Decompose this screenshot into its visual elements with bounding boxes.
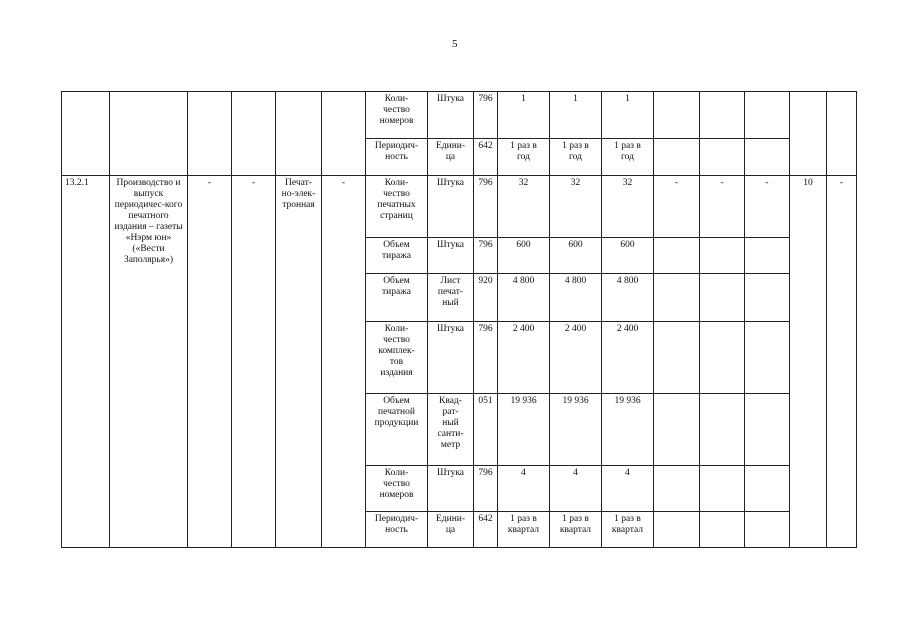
- empty-cell: [700, 238, 745, 274]
- value-year-1: 1 раз в год: [498, 139, 550, 176]
- value-year-2: 19 936: [550, 394, 602, 466]
- empty-cell: [745, 512, 790, 548]
- indicator-name: Объем печатной продукции: [366, 394, 428, 466]
- empty-cell: [654, 274, 700, 322]
- empty-cell: [700, 512, 745, 548]
- okei-code: 051: [474, 394, 498, 466]
- empty-cell: [654, 92, 700, 139]
- empty-cell: [276, 92, 322, 176]
- empty-cell: [700, 92, 745, 139]
- entry-dash: -: [654, 176, 700, 238]
- value-year-1: 32: [498, 176, 550, 238]
- entry-form: Печат- но-элек- тронная: [276, 176, 322, 548]
- indicator-name: Объем тиража: [366, 238, 428, 274]
- okei-code: 796: [474, 238, 498, 274]
- empty-cell: [232, 92, 276, 176]
- unit-name: Штука: [428, 466, 474, 512]
- unit-name: Штука: [428, 322, 474, 394]
- empty-cell: [745, 394, 790, 466]
- value-year-2: 4: [550, 466, 602, 512]
- empty-cell: [700, 322, 745, 394]
- value-year-3: 32: [602, 176, 654, 238]
- empty-cell: [654, 139, 700, 176]
- value-year-3: 600: [602, 238, 654, 274]
- entry-name: Производство и выпуск периодичес-кого печатного издания – газеты «Нэрм юн» («Вести Заполярья»): [110, 176, 188, 548]
- empty-cell: [745, 139, 790, 176]
- value-year-1: 4: [498, 466, 550, 512]
- empty-cell: [827, 92, 857, 176]
- unit-name: Квад- рат- ный санти- метр: [428, 394, 474, 466]
- entry-dash: -: [827, 176, 857, 548]
- okei-code: 920: [474, 274, 498, 322]
- empty-cell: [745, 92, 790, 139]
- unit-name: Штука: [428, 176, 474, 238]
- value-year-1: 1: [498, 92, 550, 139]
- okei-code: 642: [474, 512, 498, 548]
- empty-cell: [654, 322, 700, 394]
- empty-cell: [654, 238, 700, 274]
- indicator-name: Коли- чество печатных страниц: [366, 176, 428, 238]
- value-year-2: 1 раз в квартал: [550, 512, 602, 548]
- indicator-name: Периодич- ность: [366, 139, 428, 176]
- okei-code: 796: [474, 322, 498, 394]
- value-year-1: 1 раз в квартал: [498, 512, 550, 548]
- empty-cell: [745, 274, 790, 322]
- table-row: [62, 92, 857, 139]
- okei-code: 796: [474, 466, 498, 512]
- value-year-2: 600: [550, 238, 602, 274]
- entry-number: 13.2.1: [62, 176, 110, 548]
- entry-dash: -: [745, 176, 790, 238]
- value-year-3: 19 936: [602, 394, 654, 466]
- okei-code: 796: [474, 92, 498, 139]
- empty-cell: [700, 394, 745, 466]
- empty-cell: [745, 466, 790, 512]
- indicator-name: Коли- чество номеров: [366, 92, 428, 139]
- value-year-2: 4 800: [550, 274, 602, 322]
- table-row: [62, 176, 857, 238]
- value-year-2: 1: [550, 92, 602, 139]
- empty-cell: [654, 512, 700, 548]
- entry-value: 10: [790, 176, 827, 548]
- indicator-name: Коли- чество номеров: [366, 466, 428, 512]
- value-year-2: 1 раз в год: [550, 139, 602, 176]
- entry-dash: -: [232, 176, 276, 548]
- value-year-2: 2 400: [550, 322, 602, 394]
- value-year-1: 19 936: [498, 394, 550, 466]
- value-year-3: 4 800: [602, 274, 654, 322]
- value-year-3: 1 раз в год: [602, 139, 654, 176]
- empty-cell: [654, 394, 700, 466]
- unit-name: Штука: [428, 238, 474, 274]
- value-year-3: 1: [602, 92, 654, 139]
- value-year-3: 1 раз в квартал: [602, 512, 654, 548]
- table-body: [62, 92, 857, 548]
- value-year-1: 2 400: [498, 322, 550, 394]
- empty-cell: [188, 92, 232, 176]
- indicator-name: Коли- чество комплек- тов издания: [366, 322, 428, 394]
- value-year-3: 2 400: [602, 322, 654, 394]
- value-year-1: 600: [498, 238, 550, 274]
- services-table: [61, 91, 857, 548]
- unit-name: Едини- ца: [428, 139, 474, 176]
- empty-cell: [322, 92, 366, 176]
- empty-cell: [110, 92, 188, 176]
- page-number: 5: [452, 38, 458, 50]
- value-year-1: 4 800: [498, 274, 550, 322]
- empty-cell: [700, 139, 745, 176]
- empty-cell: [745, 238, 790, 274]
- indicator-name: Объем тиража: [366, 274, 428, 322]
- unit-name: Лист печат- ный: [428, 274, 474, 322]
- okei-code: 796: [474, 176, 498, 238]
- empty-cell: [790, 92, 827, 176]
- empty-cell: [654, 466, 700, 512]
- unit-name: Штука: [428, 92, 474, 139]
- indicator-name: Периодич- ность: [366, 512, 428, 548]
- empty-cell: [700, 466, 745, 512]
- unit-name: Едини- ца: [428, 512, 474, 548]
- okei-code: 642: [474, 139, 498, 176]
- value-year-2: 32: [550, 176, 602, 238]
- entry-dash: -: [700, 176, 745, 238]
- empty-cell: [700, 274, 745, 322]
- entry-dash: -: [188, 176, 232, 548]
- value-year-3: 4: [602, 466, 654, 512]
- empty-cell: [62, 92, 110, 176]
- entry-dash: -: [322, 176, 366, 548]
- empty-cell: [745, 322, 790, 394]
